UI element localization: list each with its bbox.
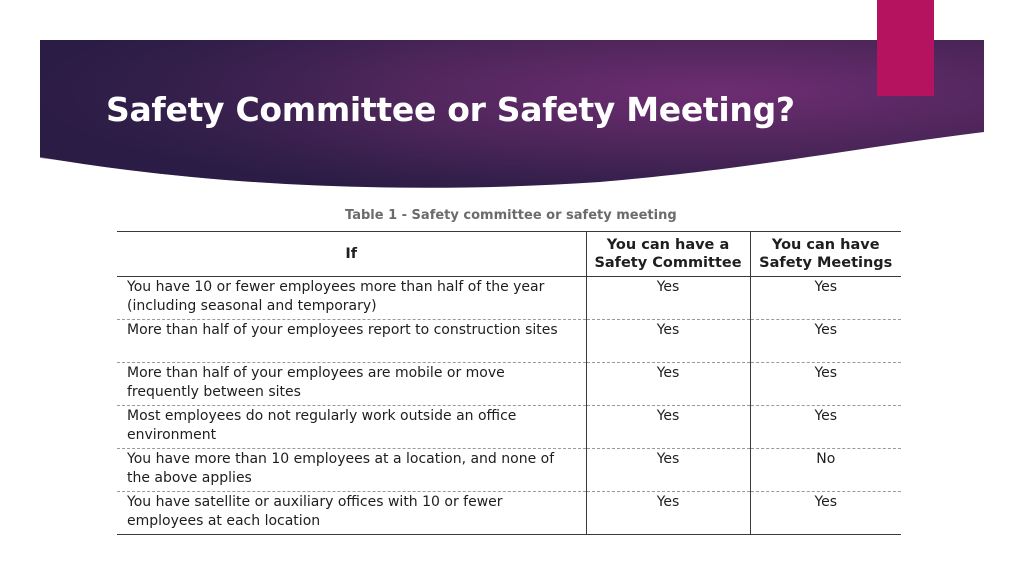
table-row (117, 492, 901, 535)
row-meetings: Yes (750, 492, 901, 535)
table-caption: Table 1 - Safety committee or safety meeting (345, 208, 677, 223)
row-condition: You have 10 or fewer employees more than half of the year (including seasonal and temporary) (117, 277, 586, 320)
header-meetings: You can have Safety Meetings (750, 232, 901, 277)
header-committee: You can have a Safety Committee (586, 232, 750, 277)
row-meetings: No (750, 449, 901, 492)
row-condition: Most employees do not regularly work outside an office environment (117, 406, 586, 449)
table-row (117, 449, 901, 492)
rules-table (117, 231, 901, 535)
row-committee: Yes (586, 406, 750, 449)
row-committee: Yes (586, 492, 750, 535)
row-meetings: Yes (750, 277, 901, 320)
table-row (117, 320, 901, 363)
row-committee: Yes (586, 449, 750, 492)
table-header-row (117, 232, 901, 277)
row-condition: You have satellite or auxiliary offices with 10 or fewer employees at each location (117, 492, 586, 535)
row-condition: More than half of your employees are mobile or move frequently between sites (117, 363, 586, 406)
row-condition: You have more than 10 employees at a location, and none of the above applies (117, 449, 586, 492)
row-committee: Yes (586, 363, 750, 406)
header-if: If (117, 232, 586, 277)
table-row (117, 277, 901, 320)
row-meetings: Yes (750, 320, 901, 363)
row-committee: Yes (586, 277, 750, 320)
row-condition: More than half of your employees report to construction sites (117, 320, 586, 363)
table-row (117, 406, 901, 449)
row-committee: Yes (586, 320, 750, 363)
accent-tab (877, 0, 934, 96)
row-meetings: Yes (750, 363, 901, 406)
row-meetings: Yes (750, 406, 901, 449)
page-title: Safety Committee or Safety Meeting? (106, 90, 795, 129)
table-row (117, 363, 901, 406)
